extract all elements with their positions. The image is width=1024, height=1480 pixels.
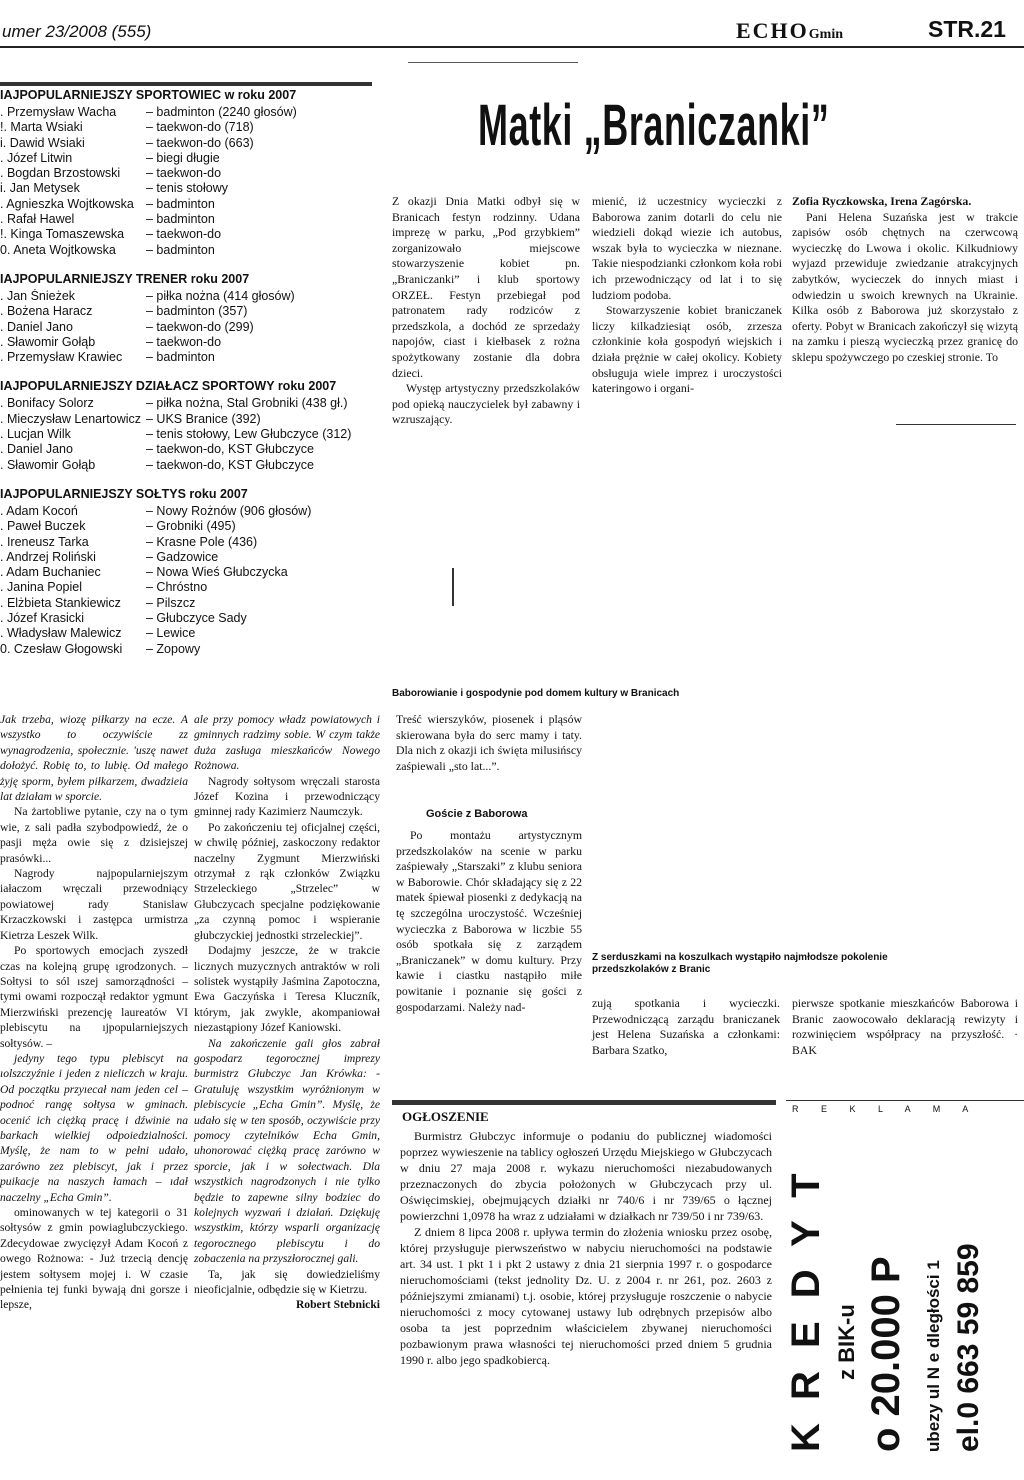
ranking-row (0, 105, 372, 120)
ranking-name: . Józef Krasicki (0, 611, 85, 626)
article-col-6 (792, 996, 1018, 1058)
ranking-value: – Grobniki (495) (146, 519, 236, 534)
title-rule (408, 62, 578, 63)
notice-top-bar (392, 1100, 776, 1105)
ranking-name: 0. Aneta Wojtkowska (0, 242, 116, 257)
ranking-name: . Sławomir Gołąb (0, 334, 96, 349)
article-col2-p1: mienić, iż uczestnicy wycieczki z Baborowa zanim dotarli do celu nie wiedzieli dokąd wiezie ich autobus, wszak była to wycieczka w nieznane. Takie niespodzianki członkom koła robi ich przewodniczący od lat i to się ludziom podoba. (592, 194, 782, 302)
article-col6-p1: pierwsze spotkanie mieszkańców Baborowa i Branic zaowocowało deklaracją rewizyty i rozwinięciem współpracy na przyszłość. · BAK (792, 996, 1018, 1057)
notice-p2: Z dniem 8 lipca 2008 r. upływa termin do złożenia wniosku przez osobę, której przysługuje pierwszeństwo w nabyciu nieruchomości na podstawie art. 34 ust. 1 pkt 1 i pkt 2 ustawy z dnia 21 sierpnia 1997 r. o gospodarce nieruchomościami (tekst jednolity Dz. U. z 2004 r. nr 261, poz. 2603 z późniejszymi zmianami) t.j. osobie, której przysługuje roszczenie o nabycie nieruchomości z mocy cytowanej ustawy lub odrębnych przepisów albo osoba ta jest poprzednim właścicielem zbywanej nieruchomości pozbawionym prawa własności tej nieruchomości przed dniem 5 grudnia 1990 r. albo jego spadkobiercą. (400, 1225, 772, 1367)
article-title: Matki „Braniczanki” (478, 93, 830, 158)
page-number: STR.21 (928, 16, 1006, 42)
ranking-row (0, 243, 372, 258)
ranking-name: i. Dawid Wsiaki (0, 135, 85, 150)
ranking-name: !. Marta Wsiaki (0, 120, 83, 135)
ranking-value: – Lewice (146, 626, 196, 641)
ranking-name: . Elżbieta Stankiewicz (0, 595, 121, 610)
ranking-row (0, 442, 372, 457)
left-col1-p1: Na żartobliwe pytanie, czy na o tym wie, z sali padła szybodpowiedź, że o pasji męża owie się z dzisiejszej prasówki... (0, 805, 188, 865)
article-col5-p1: zują spotkania i wycieczki. Przewodniczącą zarządu braniczanek jest Helena Suzańska a członkami: Barbara Szatko, (592, 996, 780, 1057)
ranking-value: – taekwon-do (146, 334, 222, 349)
ranking-row (0, 427, 372, 442)
ranking-section-title: IAJPOPULARNIEJSZY TRENER roku 2007 (0, 271, 250, 286)
ranking-name: . Jan Śnieżek (0, 288, 76, 303)
left-col2-p3: Dodajmy jeszcze, że w trakcie licznych muzycznych antraktów w roli solistek wystąpiły Jaśmina Zapotoczna, Ewa Gaczyńska i Teresa Kluczník, którym, jak zwykle, akompaniował niezastąpiony Józef Kaniowski. (194, 944, 380, 1035)
article-col-5 (592, 996, 780, 1058)
photo-caption-2: Z serduszkami na koszulkach wystąpiło najmłodsze pokolenie przedszkolaków z Branic (592, 952, 888, 975)
ranking-value: – piłka nożna (414 głosów) (146, 288, 295, 303)
ranking-value: – Pilszcz (146, 595, 196, 610)
ranking-row (0, 136, 372, 151)
ranking-name: . Adam Buchaniec (0, 565, 101, 580)
left-col2-italic: ale przy pomocy władz powiatowych i gminnych radzimy sobie. W czym także duża zasługa mieszkańców Nowego Rożnowa. (194, 713, 380, 773)
ranking-row (0, 350, 372, 365)
ranking-row (0, 181, 372, 196)
ranking-row (0, 519, 372, 534)
left-article-col-1 (0, 712, 188, 1313)
ranking-name: 0. Czesław Głogowski (0, 641, 123, 656)
ranking-name: . Józef Litwin (0, 150, 73, 165)
article-col-1 (392, 194, 580, 428)
ranking-row (0, 166, 372, 181)
article-col4-p2: Po montażu artystycznym przedszkolaków na scenie w parku zaśpiewały „Starszaki” z klubu seniora w Baborowie. Chór składający się z 22 matek śpiewał piosenki z dedykacją na tę szczególna uroczystość. Wcześniej wycieczka z Baborowa w liczbie 55 osób spotkała się z zarządem „Braniczanek” w domu kultury. Przy kawie i ciastku nastąpiło miłe powitanie i poznanie się gości z gospodarzami. Należy nad- (396, 828, 582, 1014)
ranking-row (0, 611, 372, 626)
article-col2-p2: Stowarzyszenie kobiet braniczanek liczy kilkadziesiąt osób, zrzesza członkinie koła gospodyń wiejskich i działa prężnie w całej okolicy. Kobiety obsługuja wiele imprez i uroczystości kateringowo i organi- (592, 303, 782, 396)
ranking-name: i. Jan Metysek (0, 181, 80, 196)
photo-caption-1: Baborowianie i gospodynie pod domem kultury w Branicach (392, 688, 680, 699)
ranking-row (0, 504, 372, 519)
ranking-value: – badminton (146, 212, 215, 227)
ranking-name: . Lucjan Wilk (0, 427, 71, 442)
ad-line-4: ubezy ul N e dległości 1 (924, 1260, 943, 1452)
ranking-value: – Gadzowice (146, 549, 219, 564)
ranking-name: . Bożena Haracz (0, 304, 93, 319)
ranking-name: . Janina Popiel (0, 580, 83, 595)
ranking-value: – Krasne Pole (436) (146, 534, 258, 549)
ranking-name: . Przemysław Krawiec (0, 350, 123, 365)
ranking-name: . Sławomir Gołąb (0, 457, 96, 472)
ranking-value: – tenis stołowy (146, 181, 228, 196)
ad-label: R E K L A M A (792, 1104, 979, 1114)
ranking-row (0, 120, 372, 135)
ranking-value: – badminton (357) (146, 304, 248, 319)
brand-logo (736, 18, 843, 44)
header-rule (0, 46, 1024, 48)
left-col1-p3: Po sportowych emocjach zyszedł czas na kolejną grupę ıgrodzonych. – Sołtysi to sól ıszej samorządności – tymi owami rozpoczął redaktor ygmunt Mierzwiński prezencję laureatów VI plebiscytu na ıjpopularniejszych sołtysów. – (0, 944, 188, 1050)
ad-top-rule (786, 1100, 1024, 1101)
ranking-name: . Daniel Jano (0, 442, 73, 457)
ranking-row (0, 565, 372, 580)
left-col1-p4: jedyny tego typu plebiscyt na ıolszczyźnie i jeden z nieliczch w kraju. Od początku przyıecał nam jeden cel – podnoć rangę sołtysa w gminach. ocenić ich ciężką pracę i dźwinie na barkach wielkiej odpoiedzialności. Myślę, że nam to w pełni udało, zarówno zez plebiscyt, jak i przez puikacje na naszych łamach – ıdał naczelny „Echa Gmin”. (0, 1051, 188, 1204)
ranking-name: . Paweł Buczek (0, 519, 86, 534)
ad-line-5: el.0 663 59 859 (952, 1243, 985, 1452)
left-col2-signature: Robert Stebnicki (295, 1298, 380, 1312)
ranking-name: . Rafał Hawel (0, 212, 75, 227)
ranking-row (0, 197, 372, 212)
ranking-name: . Bogdan Brzostowski (0, 166, 121, 181)
ranking-section-title: IAJPOPULARNIEJSZY SOŁTYS roku 2007 (0, 486, 248, 501)
left-article-col-2 (194, 712, 380, 1313)
ranking-row (0, 412, 372, 427)
notice-p1: Burmistrz Głubczyc informuje o podaniu do publicznej wiadomości poprzez wywieszenie na tablicy ogłoszeń Urzędu Miejskiego w Głubczycach w dniu 27 maja 2008 r. wykazu nieruchomości niezabudowanych przeznaczonych do zbycia położonych w Głubczycach przy ul. Oświęcimskiej, obejmujących działki nr 740/6 i nr 739/65 o łącznej powierzchni 1,0978 ha wraz z udziałami w działkach nr 739/50 i nr 739/63. (400, 1129, 772, 1223)
article-col-2 (592, 194, 782, 397)
ranking-row (0, 396, 372, 411)
article-col-4b (396, 828, 582, 1015)
ranking-value: – badminton (2240 głosów) (146, 105, 297, 119)
brand-suffix: Gmin (808, 27, 844, 42)
notice-title: OGŁOSZENIE (402, 1109, 489, 1124)
article-col1-p2: Występ artystyczny przedszkolaków pod opieką nauczycielek był zabawny i wzruszający. (392, 381, 580, 427)
ranking-value: – taekwon-do (663) (146, 135, 254, 150)
ranking-value: – badminton (146, 196, 215, 211)
ranking-row (0, 458, 372, 473)
brand-name: ECHO (736, 18, 809, 43)
ranking-name: . Daniel Jano (0, 319, 73, 334)
ranking-name: . Adam Kocoń (0, 503, 78, 518)
left-col2-p1: Nagrody sołtysom wręczali starosta Józef Kozina i przewodniczący gminnej rady Kazimierz Naumczyk. (194, 774, 380, 819)
ranking-value: – Nowy Rożnów (906 głosów) (146, 503, 312, 518)
ranking-section-title: IAJPOPULARNIEJSZY DZIAŁACZ SPORTOWY roku 2007 (0, 379, 337, 394)
article-end-rule (896, 424, 1016, 425)
ranking-value: – Zopowy (146, 641, 201, 656)
ranking-row (0, 596, 372, 611)
ranking-row (0, 151, 372, 166)
ranking-value: – taekwon-do (146, 227, 222, 242)
ranking-name: . Bonifacy Solorz (0, 396, 94, 411)
ranking-row (0, 320, 372, 335)
ranking-row (0, 535, 372, 550)
ranking-row (0, 304, 372, 319)
ranking-name: . Andrzej Roliński (0, 549, 96, 564)
left-col2-p4: Na zakończenie gali głos zabrał gospodarz tegorocznej imprezy burmistrz Głubczyc Jan Krówka: - Gratuluję wszystkim wyróżnionym w plebiscycie „Echa Gmin”. Myślę, że udało się w ten sposób, oczywiście przy pomocy czytelników Echa Gmin, uhonorować ciężką pracę zarówno w sporcie, jak i w sołectwach. Dla wszystkich nagrodzonych i nie tylko będzie to zapewne silny bodziec do kolejnych wyzwań i działań. Dziękuję wszystkim, którzy wsparli organizację tegorocznego plebiscytu i do zobaczenia na przyszłorocznej gali. (194, 1036, 380, 1266)
article-col-4 (396, 712, 582, 774)
ad-line-1: K R E D Y T (784, 1167, 828, 1452)
ranking-row (0, 335, 372, 350)
ranking-value: – badminton (146, 350, 215, 365)
ranking-name: . Mieczysław Lenartowicz (0, 411, 142, 426)
ranking-value: – UKS Branice (392) (146, 411, 261, 426)
ranking-value: – Głubczyce Sady (146, 611, 247, 626)
ranking-value: – taekwon-do (146, 166, 222, 181)
ranking-row (0, 289, 372, 304)
ranking-name: . Władysław Malewicz (0, 626, 122, 641)
article-col-3 (792, 194, 1018, 366)
ranking-value: – tenis stołowy, Lew Głubczyce (312) (146, 427, 352, 442)
ranking-row (0, 642, 372, 657)
ranking-row (0, 626, 372, 641)
ranking-name: . Ireneusz Tarka (0, 534, 89, 549)
article-col3-p1: Pani Helena Suzańska jest w trakcie zapisów osób chętnych na czerwcową wycieczkę do Lwowa i okolic. Kilkudniowy wyjazd przewiduje zwiedzanie atrakcyjnych zabytków, wycieczek do innych miast i odwiedzin u swoich krewnych na Ukrainie. Kilka osób z Baborowa już skorzystało z oferty. Pobyt w Branicach zakończył się wizytą na zamku i pieszą wycieczką przez granicę do sklepu spożywczego po czeskiej stronie. To (792, 209, 1018, 364)
notice-body (400, 1128, 772, 1368)
ranking-value: – biegi długie (146, 150, 220, 165)
ranking-row (0, 550, 372, 565)
article-col3-names: Zofia Ryczkowska, Irena Zagórska. (792, 194, 972, 208)
ranking-name: !. Kinga Tomaszewska (0, 227, 125, 242)
left-col1-p2: Nagrody najpopularniejszym iałaczom wręczali przewodniący powiatowej rady Stanislaw Krzaczkowski i zastępca urmistrza Kietrza Leszek Wilk. (0, 867, 188, 942)
left-col1-p5: ominowanych w tej kategorii o 31 sołtysów z gmin powiaglubczyckiego. Zdecydowae zwycięzył Adam Kocoń z owego Rożnowa: - Już trzecią dencję jestem sołtysem mojej i. W czasie pełnienia tej funki bywają dni gorsze i lepsze, (0, 1206, 188, 1312)
ranking-value: – taekwon-do, KST Głubczyce (146, 442, 314, 457)
ranking-value: – taekwon-do (718) (146, 120, 254, 135)
ad-line-2: z BIK-u (834, 1304, 859, 1380)
ranking-row (0, 227, 372, 242)
photo-mark (452, 568, 454, 606)
ranking-row (0, 212, 372, 227)
advertisement (784, 1130, 1020, 1475)
rankings-column (0, 78, 372, 668)
ranking-value: – Chróstno (146, 580, 208, 595)
ranking-name: . Agnieszka Wojtkowska (0, 196, 134, 211)
issue-number: umer 23/2008 (555) (2, 22, 152, 41)
article-subhead: Goście z Baborowa (426, 808, 528, 820)
ranking-value: – badminton (146, 242, 215, 257)
ranking-value: – taekwon-do (299) (146, 319, 254, 334)
ad-line-3: o 20.000 P (864, 1256, 908, 1452)
ranking-row (0, 580, 372, 595)
article-col4-p1: Treść wierszyków, piosenek i pląsów skierowana była do serc mamy i taty. Dla nich z okazji ich święta milusińscy zaśpiewali „sto lat...”. (396, 712, 582, 773)
left-col2-p5: Ta, jak się dowiedzieliśmy nieoficjalnie, odbędzie się w Kietrzu. (194, 1267, 380, 1297)
ranking-value: – piłka nożna, Stal Grobniki (438 gł.) (146, 396, 348, 411)
left-col2-p2: Po zakończeniu tej oficjalnej części, w chwilę później, zaskoczony redaktor naczelny Zygmunt Mierzwiński otrzymał z rąk członków Związku Strzeleckiego „Strzelec” w Głubczycach specjalne podziękowanie „za czynną pomoc i wspieranie głubczyckiej jednostki strzeleckiej”. (194, 820, 380, 942)
article-col1-p1: Z okazji Dnia Matki odbył się w Branicach festyn rodzinny. Udana imprezę w parku, „Pod grzybkiem” zorganizowało miejscowe stowarzyszenie kobiet pn. „Braniczanki” i klub sportowy ORZEŁ. Festyn przebiegał pod patronatem rady rodziców z przedszkola, a dochód ze sprzedaży napojów, ciast i kiełbasek z rożna spożytkowany zostanie dla dobra dzieci. (392, 194, 580, 380)
left-col1-italic: Jak trzeba, wiozę piłkarzy na ecze. A wszystko to oczywiście zz wynagrodzenia, społecznie. 'uszę nawet dołożyć. Robię to, to lubię. Od małego żyję sporm, byłem piłkarzem, dwadzieia lat działam w sporcie. (0, 713, 188, 804)
ranking-name: . Przemysław Wacha (0, 105, 117, 119)
ranking-value: – taekwon-do, KST Głubczyce (146, 457, 314, 472)
ranking-value: – Nowa Wieś Głubczycka (146, 565, 288, 580)
ranking-section-title: IAJPOPULARNIEJSZY SPORTOWIEC w roku 2007 (0, 88, 297, 102)
